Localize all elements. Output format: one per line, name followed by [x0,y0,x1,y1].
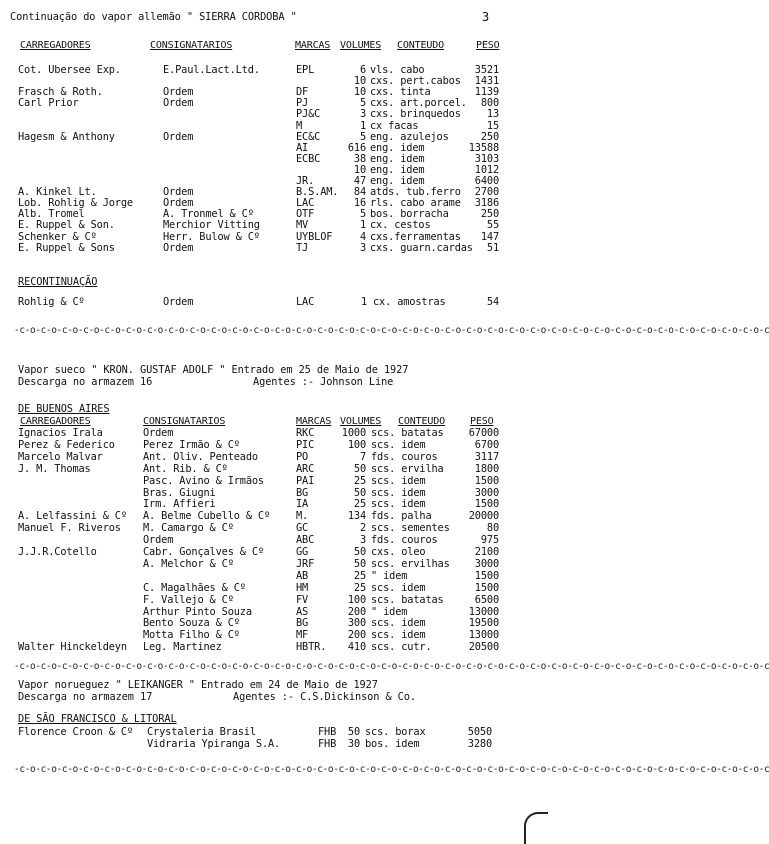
cell-content: cxs. pert.cabos [370,75,461,88]
cell-consignor: Irm. Affieri [143,498,216,511]
cell-weight: 800 [480,97,499,110]
cell-mark: M [296,119,303,132]
cell-weight: 3280 [467,737,492,750]
cell-consignor: Ordem [163,296,194,308]
cell-content: cxs. oleo [371,546,426,558]
cell-volume: 200 [347,629,366,642]
cell-content: bos. idem [365,737,420,750]
agents-line: Agentes :- Johnson Line [253,376,394,388]
header-consignee: CARREGADORES [20,416,91,427]
cell-consignor: Cabr. Gonçalves & Cº [143,546,264,558]
cell-content: fds. couros [371,450,438,463]
table-row [0,464,544,475]
cell-mark: OTF [296,208,315,221]
cell-consignee: Ignacios Irala [18,427,103,439]
cell-consignee: Schenker & Cº [18,230,97,243]
page-number: 3 [482,10,490,24]
cell-mark: AS [296,605,309,618]
cell-content: cxs. tinta [370,86,431,99]
cell-weight: 13 [486,108,499,121]
cell-consignor: Ordem [163,197,194,210]
cell-weight: 3117 [474,450,499,463]
cell-volume: 410 [347,641,366,654]
cell-consignee: J.J.R.Cotello [18,546,97,558]
cell-volume: 16 [353,197,366,210]
cell-volume: 50 [347,726,360,738]
vessel-line: Vapor sueco " KRON. GUSTAF ADOLF " Entrado em 25 de Maio de 1927 [18,364,409,376]
header-marks: MARCAS [296,416,332,427]
cell-consignor: Crystaleria Brasil [147,726,256,738]
cell-consignor: Ordem [163,241,194,254]
cell-mark: PAI [296,474,315,487]
cell-mark: EPL [296,64,315,76]
cell-volume: 100 [347,593,366,606]
table-row [0,535,544,546]
cell-weight: 3521 [474,64,499,76]
cell-consignee: Cot. Ubersee Exp. [18,64,121,76]
table-row [0,428,544,439]
separator-line: -c-o-c-o-c-o-c-o-c-o-c-o-c-o-c-o-c-o-c-o-c-o-c-o-c-o-c-o-c-o-c-o-c-o-c-o-c-o-c-o-c-o-c-o-c-o-c-o-c-o-c-o-c-o-c-o-c-o-c-o-c-o-c-o-c-o-c-o-c-o-c [14,661,769,672]
cell-volume: 2 [359,522,366,535]
cell-content: scs. batatas [371,593,444,606]
cell-volume: 3 [359,534,366,547]
cell-mark: LAC [296,296,315,308]
cell-consignor: Ordem [163,97,194,110]
cell-content: scs. idem [371,486,426,499]
table-header [0,40,544,51]
cell-volume: 616 [347,141,366,154]
cell-consignee: A. Lelfassini & Cº [18,510,127,523]
cell-content: scs. idem [371,498,426,511]
cell-weight: 975 [480,534,499,547]
cell-volume: 100 [347,438,366,451]
cell-content: eng. idem [370,175,425,187]
cell-consignor: C. Magalhães & Cº [143,581,246,594]
cell-weight: 13588 [468,141,499,154]
cell-content: scs. idem [371,581,426,594]
table-row [0,630,544,641]
table-row [0,297,544,308]
header-content: CONTEUDO [398,416,445,427]
table-row [0,476,544,487]
cell-weight: 3186 [474,197,499,210]
cell-weight: 5050 [467,726,492,738]
header-weight: PESO [476,40,500,51]
cell-mark: UYBLOF [296,230,333,243]
cell-consignor: Pasc. Avino & Irmãos [143,474,264,487]
cell-volume: 30 [347,737,360,750]
cell-consignee: Carl Prior [18,97,79,110]
cell-volume: 200 [347,605,366,618]
cell-volume: 1 [359,119,366,132]
table-row [0,607,544,618]
cell-mark: RKC [296,427,315,439]
table-row [0,727,544,738]
cell-content: eng. idem [370,141,425,154]
header-weight: PESO [470,416,494,427]
cell-volume: 50 [353,557,366,570]
table-row [0,220,544,231]
table-row [0,109,544,120]
cell-volume: 300 [347,617,366,630]
cell-weight: 6700 [474,438,499,451]
cell-mark: MF [296,629,309,642]
cell-weight: 6400 [474,175,499,187]
cell-consignee: Marcelo Malvar [18,450,103,463]
cell-consignor: Vidraria Ypiranga S.A. [147,737,281,750]
cell-volume: 5 [359,208,366,221]
cell-mark: PO [296,450,309,463]
cell-mark: PJ [296,97,309,110]
warehouse-line: Descarga no armazem 16 [18,376,153,388]
cell-volume: 5 [359,97,366,110]
cell-mark: JR. [296,175,315,187]
cell-mark: FV [296,593,309,606]
table-row [0,739,544,750]
cell-mark: LAC [296,197,315,210]
cell-mark: HM [296,581,309,594]
cell-volume: 50 [353,546,366,558]
cell-consignee: Florence Croon & Cº [18,726,133,738]
cell-mark: M. [296,510,309,523]
table-row [0,232,544,243]
cell-content: vls. cabo [370,64,425,76]
cell-volume: 50 [353,486,366,499]
origin-heading: DE SÃO FRANCISCO & LITORAL [18,713,177,725]
cell-consignor: A. Belme Cubello & Cº [143,510,271,523]
header-content: CONTEUDO [397,40,444,51]
cell-consignor: Leg. Martinez [143,641,222,654]
cell-consignor: Herr. Bulow & Cº [163,230,260,243]
cell-mark: FHB [318,737,337,750]
cell-consignor: A. Tronmel & Cº [163,208,254,221]
table-row [0,132,544,143]
cell-mark: FHB [318,726,337,738]
cell-consignor: Ordem [143,534,174,547]
cell-consignee: Hagesm & Anthony [18,130,115,143]
table-row [0,499,544,510]
cell-weight: 13000 [468,629,499,642]
cell-consignee: Frasch & Roth. [18,86,103,99]
cell-volume: 25 [353,498,366,511]
table-header [0,416,544,427]
cell-weight: 15 [486,119,499,132]
cell-content: eng. azulejos [370,130,449,143]
table-row [0,511,544,522]
cell-volume: 3 [359,108,366,121]
cell-mark: GC [296,522,309,535]
cell-mark: B.S.AM. [296,186,339,199]
cell-volume: 134 [347,510,366,523]
cell-consignor: F. Vallejo & Cº [143,593,234,606]
cell-volume: 47 [353,175,366,187]
cell-weight: 67000 [468,427,499,439]
cell-content: scs. idem [371,629,426,642]
cell-weight: 20000 [468,510,499,523]
cell-weight: 3000 [474,557,499,570]
table-row [0,165,544,176]
cell-content: eng. idem [370,152,425,165]
cell-content: scs. idem [371,474,426,487]
cell-consignor: M. Camargo & Cº [143,522,234,535]
cell-weight: 1800 [474,462,499,475]
cell-content: cxs. guarn.cardas [370,241,473,254]
cell-content: fds. palha [371,510,432,523]
cell-weight: 2700 [474,186,499,199]
header-marks: MARCAS [295,40,331,51]
cell-volume: 38 [353,152,366,165]
header-consignee: CARREGADORES [20,40,91,51]
cell-volume: 3 [359,241,366,254]
cell-volume: 4 [359,230,366,243]
cell-content: cx. cestos [370,219,431,232]
cell-volume: 25 [353,581,366,594]
warehouse-line: Descarga no armazem 17 [18,691,153,703]
table-row [0,523,544,534]
cell-consignor: Bras. Giugni [143,486,216,499]
cell-volume: 25 [353,474,366,487]
cell-content: cx. amostras [373,296,446,308]
cell-volume: 50 [353,462,366,475]
cell-mark: ABC [296,534,315,547]
cell-volume: 1 [360,296,367,308]
cell-volume: 84 [353,186,366,199]
page-title: Continuação do vapor allemão " SIERRA CORDOBA " [10,11,297,23]
cell-mark: JRF [296,557,315,570]
cell-consignor: Ordem [163,130,194,143]
cell-mark: AI [296,141,309,154]
cell-consignor: Arthur Pinto Souza [143,605,252,618]
table-row [0,452,544,463]
table-row [0,243,544,254]
cell-weight: 1500 [474,581,499,594]
section-subheading: RECONTINUAÇÃO [18,276,98,288]
cell-content: cxs. brinquedos [370,108,461,121]
cell-weight: 54 [486,296,499,308]
table-row [0,65,544,76]
cell-weight: 1139 [474,86,499,99]
cell-content: cxs. art.porcel. [370,97,467,110]
table-row [0,143,544,154]
corner-mark [524,812,548,844]
cell-weight: 80 [486,522,499,535]
cell-consignor: Ordem [143,427,174,439]
cell-mark: EC&C [296,130,321,143]
table-row [0,571,544,582]
header-volumes: VOLUMES [340,40,382,51]
cell-consignee: E. Ruppel & Son. [18,219,115,232]
cell-weight: 1500 [474,474,499,487]
cell-consignor: E.Paul.Lact.Ltd. [163,64,260,76]
cell-weight: 3103 [474,152,499,165]
header-consignor: CONSIGNATARIOS [150,40,233,51]
cell-volume: 10 [353,75,366,88]
cell-content: cx facas [370,119,419,132]
table-row [0,154,544,165]
cell-content: " idem [371,605,408,618]
cell-weight: 55 [486,219,499,232]
cell-mark: IA [296,498,309,511]
table-row [0,98,544,109]
table-row [0,547,544,558]
cell-content: scs. sementes [371,522,450,535]
cell-consignor: Motta Filho & Cº [143,629,240,642]
cell-content: scs. batatas [371,427,444,439]
cell-weight: 1431 [474,75,499,88]
cell-volume: 5 [359,130,366,143]
separator-line: -c-o-c-o-c-o-c-o-c-o-c-o-c-o-c-o-c-o-c-o-c-o-c-o-c-o-c-o-c-o-c-o-c-o-c-o-c-o-c-o-c-o-c-o-c-o-c-o-c-o-c-o-c-o-c-o-c-o-c-o-c-o-c-o-c-o-c-o-c-o-c [14,325,769,336]
cell-content: fds. couros [371,534,438,547]
table-row [0,488,544,499]
cell-weight: 1500 [474,498,499,511]
cell-volume: 10 [353,163,366,176]
cell-mark: DF [296,86,309,99]
cell-content: atds. tub.ferro [370,186,461,199]
cell-weight: 147 [480,230,499,243]
cell-weight: 2100 [474,546,499,558]
cell-consignee: Alb. Tromel [18,208,85,221]
cell-consignee: J. M. Thomas [18,462,91,475]
cell-volume: 1 [359,219,366,232]
table-row [0,559,544,570]
cell-volume: 7 [359,450,366,463]
origin-heading: DE BUENOS AIRES [18,403,110,415]
cell-mark: BG [296,617,309,630]
cell-content: cxs.ferramentas [370,230,461,243]
cell-mark: ECBC [296,152,321,165]
vessel-line: Vapor norueguez " LEIKANGER " Entrado em 24 de Maio de 1927 [18,679,378,691]
cell-content: scs. idem [371,438,426,451]
cell-consignee: Walter Hinckeldeyn [18,641,127,654]
cell-consignor: Ordem [163,186,194,199]
cell-consignee: Perez & Federico [18,438,115,451]
cell-mark: BG [296,486,309,499]
cell-mark: GG [296,546,309,558]
cell-content: scs. ervilhas [371,557,450,570]
cell-consignee: Rohlig & Cº [18,296,85,308]
cell-consignor: Ant. Oliv. Penteado [143,450,258,463]
cell-consignee: Manuel F. Riveros [18,522,121,535]
cell-consignee: A. Kinkel Lt. [18,186,97,199]
separator-line: -c-o-c-o-c-o-c-o-c-o-c-o-c-o-c-o-c-o-c-o-c-o-c-o-c-o-c-o-c-o-c-o-c-o-c-o-c-o-c-o-c-o-c-o-c-o-c-o-c-o-c-o-c-o-c-o-c-o-c-o-c-o-c-o-c-o-c-o-c-o-c [14,764,769,775]
cell-consignor: Bento Souza & Cº [143,617,240,630]
cell-consignor: Ant. Rib. & Cº [143,462,228,475]
cell-consignor: Merchior Vitting [163,219,260,232]
cell-volume: 25 [353,569,366,582]
cell-content: rls. cabo arame [370,197,461,210]
cell-content: scs. ervilha [371,462,444,475]
cell-volume: 6 [359,64,366,76]
cell-content: scs. borax [365,726,426,738]
cell-content: eng. idem [370,163,425,176]
cell-weight: 19500 [468,617,499,630]
cell-weight: 20500 [468,641,499,654]
cell-weight: 250 [480,130,499,143]
cell-consignee: E. Ruppel & Sons [18,241,115,254]
table-row [0,121,544,132]
cell-weight: 250 [480,208,499,221]
cell-consignor: Perez Irmão & Cº [143,438,240,451]
agents-line: Agentes :- C.S.Dickinson & Co. [233,691,416,703]
table-row [0,440,544,451]
cell-mark: PJ&C [296,108,321,121]
cell-content: bos. borracha [370,208,449,221]
cell-volume: 10 [353,86,366,99]
table-row [0,583,544,594]
table-row [0,595,544,606]
cell-content: scs. idem [371,617,426,630]
cell-mark: TJ [296,241,309,254]
cell-weight: 3000 [474,486,499,499]
cell-weight: 1500 [474,569,499,582]
cell-weight: 51 [486,241,499,254]
cell-mark: MV [296,219,309,232]
cell-consignor: A. Melchor & Cº [143,557,234,570]
header-consignor: CONSIGNATARIOS [143,416,226,427]
cell-consignee: Lob. Rohlig & Jorge [18,197,133,210]
cell-weight: 1012 [474,163,499,176]
header-volumes: VOLUMES [340,416,382,427]
table-row [0,642,544,653]
cell-consignor: Ordem [163,86,194,99]
cell-mark: HBTR. [296,641,327,654]
cell-weight: 13000 [468,605,499,618]
cell-content: " idem [371,569,408,582]
cell-weight: 6500 [474,593,499,606]
cell-mark: AB [296,569,309,582]
cell-content: scs. cutr. [371,641,432,654]
cell-mark: ARC [296,462,315,475]
cell-mark: PIC [296,438,315,451]
cell-volume: 1000 [341,427,366,439]
table-row [0,618,544,629]
